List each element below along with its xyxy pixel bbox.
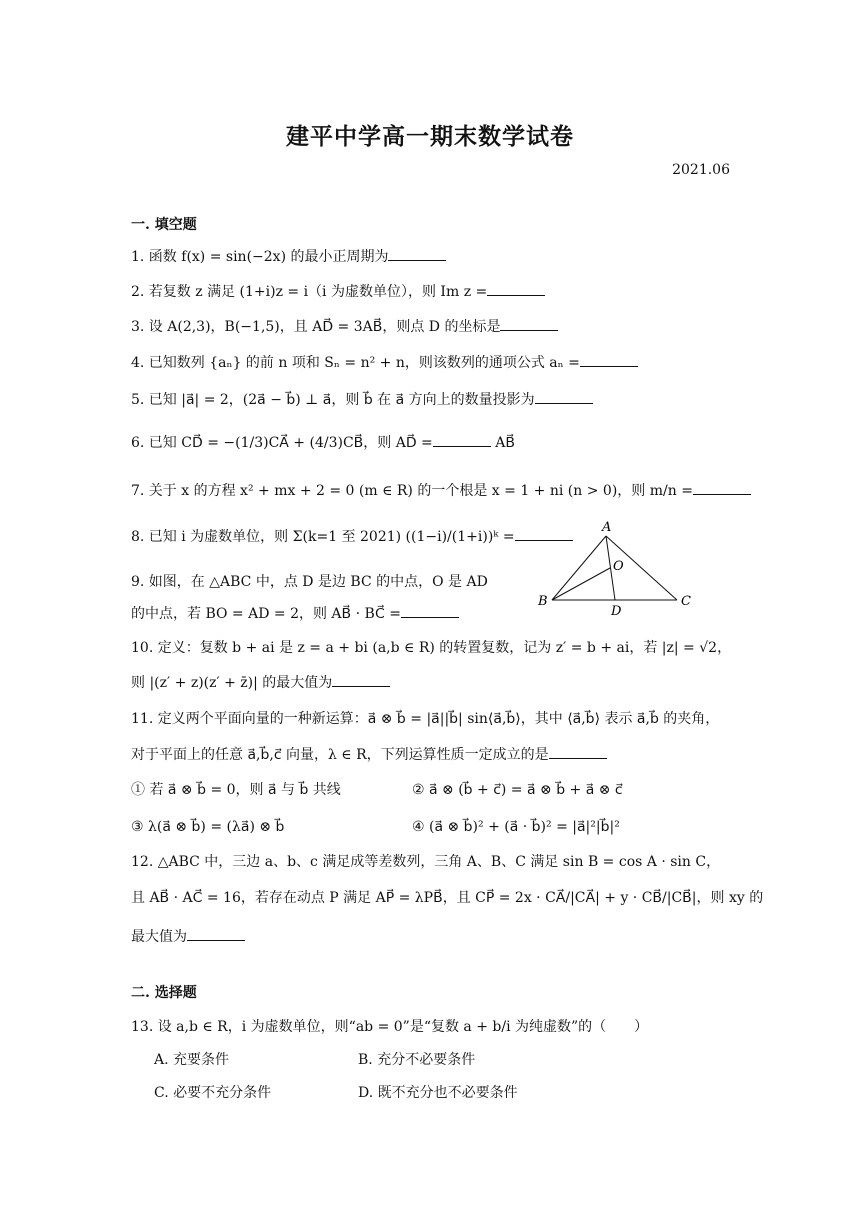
- question-12-line2: [131, 887, 763, 909]
- question-text: 则 |(z′ + z)(z′ + z̄)| 的最大值为: [131, 675, 333, 691]
- question-11: [131, 708, 719, 730]
- label-o: O: [613, 559, 624, 574]
- label-a: A: [602, 520, 612, 535]
- question-text: 13. 设 a,b ∈ R，i 为虚数单位，则“ab = 0”是“复数 a + b/i 为纯虚数”的（ ）: [131, 1019, 649, 1035]
- answer-blank: [332, 672, 390, 687]
- answer-blank: [487, 281, 545, 296]
- answer-blank: [580, 352, 638, 367]
- question-text: 11. 定义两个平面向量的一种新运算：a⃗ ⊗ b⃗ = |a⃗||b⃗| sin⟨a⃗,b⃗⟩，其中 ⟨a⃗,b⃗⟩ 表示 a⃗,b⃗ 的夹角，: [131, 711, 720, 727]
- answer-blank: [549, 744, 607, 759]
- question-text: 12. △ABC 中，三边 a、b、c 满足成等差数列，三角 A、B、C 满足 sin B = cos A · sin C，: [131, 854, 721, 870]
- q11-option-1: ① 若 a⃗ ⊗ b⃗ = 0，则 a⃗ 与 b⃗ 共线: [131, 782, 341, 798]
- q11-option-4: ④ (a⃗ ⊗ b⃗)² + (a⃗ · b⃗)² = |a⃗|²|b⃗|²: [412, 819, 620, 835]
- question-12: [131, 851, 720, 873]
- question-9-line2: [131, 603, 459, 625]
- exam-date: 2021.06: [672, 162, 730, 178]
- question-6: [131, 432, 515, 454]
- q11-option-2: ② a⃗ ⊗ (b⃗ + c⃗) = a⃗ ⊗ b⃗ + a⃗ ⊗ c⃗: [412, 782, 623, 798]
- answer-blank: [535, 389, 593, 404]
- question-5: [131, 389, 593, 411]
- page-title: 建平中学高一期末数学试卷: [286, 123, 574, 150]
- question-9: [131, 571, 488, 593]
- question-text: 且 AB⃗ · AC⃗ = 16，若存在动点 P 满足 AP⃗ = λPB⃗，且 CP⃗ = 2x · CA⃗/|CA⃗| + y · CB⃗/|CB⃗|，则 xy 的: [131, 890, 764, 906]
- question-10-line2: [131, 672, 390, 694]
- edge-ab: [552, 536, 606, 600]
- answer-blank: [433, 432, 491, 447]
- question-10: [131, 637, 731, 659]
- question-text: 3. 设 A(2,3)，B(−1,5)，且 AD⃗ = 3AB⃗，则点 D 的坐标是: [131, 319, 501, 335]
- answer-blank: [401, 603, 459, 618]
- q11-option-3: ③ λ(a⃗ ⊗ b⃗) = (λa⃗) ⊗ b⃗: [131, 819, 285, 835]
- question-11-line2: [131, 744, 607, 766]
- section-fill-in: 一. 填空题: [131, 217, 197, 233]
- question-13: [131, 1016, 648, 1038]
- answer-blank: [693, 480, 751, 495]
- question-2: [131, 281, 545, 303]
- question-text: 5. 已知 |a⃗| = 2，(2a⃗ − b⃗) ⊥ a⃗，则 b⃗ 在 a⃗ 方向上的数量投影为: [131, 392, 535, 408]
- q13-option-c: C. 必要不充分条件: [154, 1085, 272, 1101]
- answer-blank: [388, 246, 446, 261]
- answer-blank: [187, 926, 245, 941]
- question-text: 7. 关于 x 的方程 x² + mx + 2 = 0 (m ∈ R) 的一个根是 x = 1 + ni (n > 0)，则 m/n =: [131, 483, 693, 499]
- label-c: C: [681, 594, 691, 609]
- label-d: D: [611, 604, 622, 619]
- question-tail: AB⃗: [495, 435, 515, 451]
- triangle-figure: [532, 520, 702, 620]
- question-12-line3: [131, 926, 245, 948]
- question-text: 2. 若复数 z 满足 (1+i)z = i（i 为虚数单位），则 Im z =: [131, 284, 488, 300]
- question-text: 9. 如图，在 △ABC 中，点 D 是边 BC 的中点，O 是 AD: [131, 574, 488, 590]
- question-text: 8. 已知 i 为虚数单位，则 Σ(k=1 至 2021) ((1−i)/(1+i))ᵏ =: [131, 529, 515, 545]
- question-3: [131, 316, 558, 338]
- question-1: [131, 246, 446, 268]
- section-choice: 二. 选择题: [131, 985, 197, 1001]
- answer-blank: [500, 316, 558, 331]
- q13-option-d: D. 既不充分也不必要条件: [358, 1085, 518, 1101]
- question-8: [131, 526, 573, 548]
- q13-option-a: A. 充要条件: [154, 1052, 230, 1068]
- question-7: [131, 480, 751, 502]
- question-text: 10. 定义：复数 b + ai 是 z = a + bi (a,b ∈ R) 的转置复数，记为 z′ = b + ai，若 |z| = √2，: [131, 640, 732, 656]
- question-4: [131, 352, 638, 374]
- question-text: 的中点，若 BO = AD = 2，则 AB⃗ · BC⃗ =: [131, 606, 401, 622]
- label-b: B: [538, 594, 548, 609]
- question-text: 对于平面上的任意 a⃗,b⃗,c⃗ 向量，λ ∈ R，下列运算性质一定成立的是: [131, 747, 549, 763]
- question-text: 4. 已知数列 {aₙ} 的前 n 项和 Sₙ = n² + n，则该数列的通项公式 aₙ =: [131, 355, 580, 371]
- q13-option-b: B. 充分不必要条件: [358, 1052, 476, 1068]
- question-text: 最大值为: [131, 929, 187, 945]
- segment-bo: [552, 568, 610, 600]
- question-text: 1. 函数 f(x) = sin(−2x) 的最小正周期为: [131, 249, 389, 265]
- question-text: 6. 已知 CD⃗ = −(1/3)CA⃗ + (4/3)CB⃗，则 AD⃗ =: [131, 435, 433, 451]
